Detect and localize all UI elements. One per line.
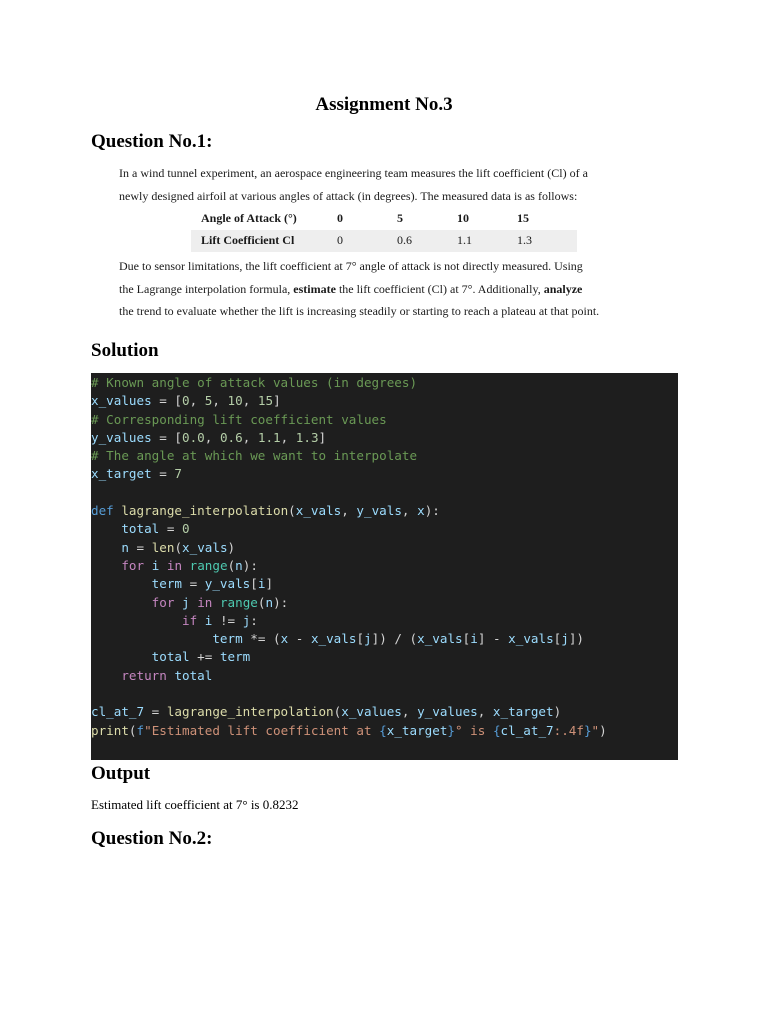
code-token: , [401, 503, 418, 519]
code-line [91, 575, 678, 593]
code-token [197, 613, 205, 628]
code-token: [ [356, 631, 365, 647]
code-line [91, 447, 678, 465]
code-token: ° is [455, 722, 493, 738]
code-token: total [174, 667, 213, 683]
code-token [91, 558, 121, 573]
code-token: x_vals [182, 539, 228, 555]
code-line [91, 703, 678, 721]
code-token: n [235, 557, 243, 573]
code-token: y_vals [356, 503, 402, 519]
code-token: i [204, 612, 213, 628]
code-token: # Known angle of attack values (in degrees) [91, 375, 418, 390]
code-token: , [341, 503, 357, 519]
question-1-body [119, 255, 634, 323]
code-token [91, 521, 121, 536]
code-token: x_vals [417, 631, 463, 647]
code-token: ): [424, 503, 440, 519]
code-token: 10 [227, 393, 243, 409]
code-token: = [ [151, 429, 183, 445]
code-line [91, 465, 678, 483]
code-token: 1.3 [295, 429, 319, 445]
code-token: , [477, 704, 493, 720]
code-token: i [151, 557, 160, 573]
body-line-2 [119, 278, 634, 301]
code-block [91, 373, 678, 760]
code-token: for [151, 594, 175, 610]
code-token: def [91, 503, 114, 519]
code-token: # The angle at which we want to interpolate [91, 448, 418, 464]
code-token: x_target [386, 722, 448, 738]
code-token: range [189, 557, 228, 573]
code-token: x_values [91, 393, 152, 409]
code-token: i [470, 631, 478, 647]
body-line-3: the trend to evaluate whether the lift is increasing steadily or starting to reach a plateau at that point. [119, 304, 600, 318]
output-heading: Output [91, 763, 151, 784]
table-cell: 5 [397, 210, 403, 225]
code-token: ): [273, 594, 289, 610]
code-token: ( [227, 557, 236, 573]
intro-line-1: In a wind tunnel experiment, an aerospace engineering team measures the lift coefficient (Cl) of a [119, 166, 588, 180]
code-token: = [ [151, 393, 183, 409]
code-token: n [265, 594, 274, 610]
code-token: j [242, 612, 251, 628]
output-text: Estimated lift coefficient at 7° is 0.8232 [91, 797, 299, 812]
code-token: x [417, 503, 425, 519]
code-token: x [280, 631, 289, 647]
code-token: [ [553, 631, 562, 647]
table-cell: 10 [457, 210, 469, 225]
intro-line-2: newly designed airfoil at various angles of attack (in degrees). The measured data is as follows: [119, 188, 578, 203]
code-token [159, 558, 167, 573]
code-token: 0.0 [182, 429, 205, 445]
code-token: ( [288, 503, 296, 519]
code-token: j [561, 631, 569, 647]
code-token: ( [333, 704, 342, 720]
solution-heading: Solution [91, 340, 159, 361]
bold-word: estimate [293, 281, 336, 296]
code-token: != [212, 612, 243, 628]
code-token: { [492, 722, 501, 738]
code-token: for [121, 557, 145, 573]
code-token: } [447, 722, 456, 738]
code-token: , [204, 429, 220, 445]
code-token: j [364, 631, 372, 647]
code-line [91, 612, 678, 630]
code-token [91, 668, 121, 683]
code-token: ( [128, 722, 137, 738]
code-token: = [144, 704, 167, 720]
code-line [91, 429, 678, 447]
table-cell: 15 [517, 210, 529, 225]
table-cell: 0.6 [397, 230, 457, 253]
code-line [91, 484, 678, 502]
code-line [91, 594, 678, 612]
code-token: return [121, 667, 167, 683]
code-line [91, 539, 678, 557]
code-token: 15 [257, 393, 274, 409]
code-token: x_vals [295, 503, 342, 519]
code-token: :.4f [553, 722, 584, 738]
code-token: *= ( [242, 631, 281, 647]
body-line-1: Due to sensor limitations, the lift coefficient at 7° angle of attack is not directly measured. Using [119, 259, 583, 273]
code-token [174, 595, 182, 610]
code-token: y_values [91, 429, 152, 445]
code-line [91, 557, 678, 575]
code-token: term [151, 576, 183, 592]
code-token [91, 613, 182, 628]
code-token: if [182, 612, 198, 628]
code-token: , [401, 704, 418, 720]
code-token: 7 [174, 466, 183, 482]
body-text: the Lagrange interpolation formula, [119, 281, 294, 296]
code-token [182, 558, 190, 573]
code-token [91, 631, 212, 646]
code-token: term [219, 649, 251, 665]
table-cell: 1.3 [517, 230, 577, 253]
code-token: total [151, 649, 190, 665]
code-token: 1.1 [257, 429, 281, 445]
code-token: - [288, 631, 311, 647]
code-token: range [219, 594, 258, 610]
code-token: x_target [492, 704, 554, 720]
code-token: ] [265, 576, 274, 592]
code-token: x_values [341, 704, 402, 720]
table-cell: 0 [337, 230, 397, 253]
code-token: cl_at_7 [91, 704, 145, 720]
code-token: ): [242, 557, 258, 573]
code-token [91, 540, 121, 555]
table-cell-label: Angle of Attack (°) [201, 210, 297, 225]
code-token: x_target [91, 466, 152, 482]
question-2-heading: Question No.2: [91, 828, 213, 849]
code-token [144, 558, 152, 573]
assignment-title: Assignment No.3 [315, 94, 453, 115]
code-token: , [242, 429, 258, 445]
code-token: = [159, 521, 183, 537]
code-token: ) [599, 722, 607, 738]
code-line [91, 392, 678, 410]
code-token: = [128, 539, 152, 555]
code-token: 0 [182, 521, 190, 537]
bold-word: analyze [543, 281, 583, 296]
code-token: y_vals [204, 576, 251, 592]
code-line [91, 520, 678, 538]
code-token: [ [462, 631, 471, 647]
code-token: ( [257, 594, 266, 610]
code-token: print [91, 722, 129, 738]
code-token [212, 595, 220, 610]
code-token: # Corresponding lift coefficient values [91, 411, 387, 427]
code-token: += [189, 649, 220, 665]
code-token: lagrange_interpolation [166, 704, 334, 720]
code-token: term [212, 631, 243, 647]
code-token [91, 649, 152, 664]
code-line [91, 667, 678, 685]
code-token: total [121, 521, 160, 537]
code-token: , [280, 429, 296, 445]
code-token: lagrange_interpolation [121, 503, 289, 519]
code-token: ]) / ( [371, 631, 418, 647]
code-token: } [583, 722, 592, 738]
code-token: 5 [204, 393, 213, 409]
code-line [91, 685, 678, 703]
code-token: 0.6 [219, 429, 243, 445]
code-token: ) [553, 704, 562, 720]
code-token: "Estimated lift coefficient at [144, 722, 380, 738]
code-token: n [121, 539, 129, 555]
code-line [91, 722, 678, 740]
code-token: ]) [568, 631, 585, 647]
code-token: f [136, 722, 145, 738]
code-token: in [197, 594, 213, 610]
code-token [91, 595, 152, 610]
code-token: len [151, 539, 175, 555]
code-token: = [151, 466, 175, 482]
code-token: [ [250, 576, 258, 592]
code-token: 0 [182, 393, 190, 409]
code-token: , [189, 393, 205, 409]
code-token: = [182, 576, 205, 592]
code-token: ] [318, 429, 327, 445]
code-token: { [379, 722, 387, 738]
code-line [91, 630, 678, 648]
code-token: , [212, 393, 228, 409]
code-token: ] [273, 393, 281, 409]
code-token: cl_at_7 [500, 722, 554, 738]
table-row-lift [191, 230, 577, 253]
code-line [91, 502, 678, 520]
code-token: x_vals [508, 631, 554, 647]
code-token: " [591, 722, 600, 738]
code-token: : [250, 612, 258, 628]
code-line [91, 374, 678, 392]
code-token: , [242, 393, 258, 409]
code-line [91, 411, 678, 429]
data-table [191, 207, 577, 252]
code-token: y_values [417, 704, 478, 720]
table-cell-label: Lift Coefficient Cl [191, 230, 337, 253]
code-line [91, 648, 678, 666]
code-token: x_vals [310, 631, 357, 647]
code-token: ( [174, 539, 183, 555]
table-cell: 0 [337, 210, 343, 225]
code-token: i [257, 576, 266, 592]
code-token: ) [227, 539, 236, 555]
table-cell: 1.1 [457, 230, 517, 253]
code-token [91, 576, 152, 591]
code-token: ] - [477, 631, 509, 647]
question-1-intro [119, 162, 634, 207]
body-text: the lift coefficient (Cl) at 7°. Additionally, [335, 281, 544, 296]
question-1-heading: Question No.1: [91, 131, 213, 152]
table-row-angle [191, 207, 577, 230]
code-token: j [182, 594, 190, 610]
code-token: in [166, 557, 183, 573]
